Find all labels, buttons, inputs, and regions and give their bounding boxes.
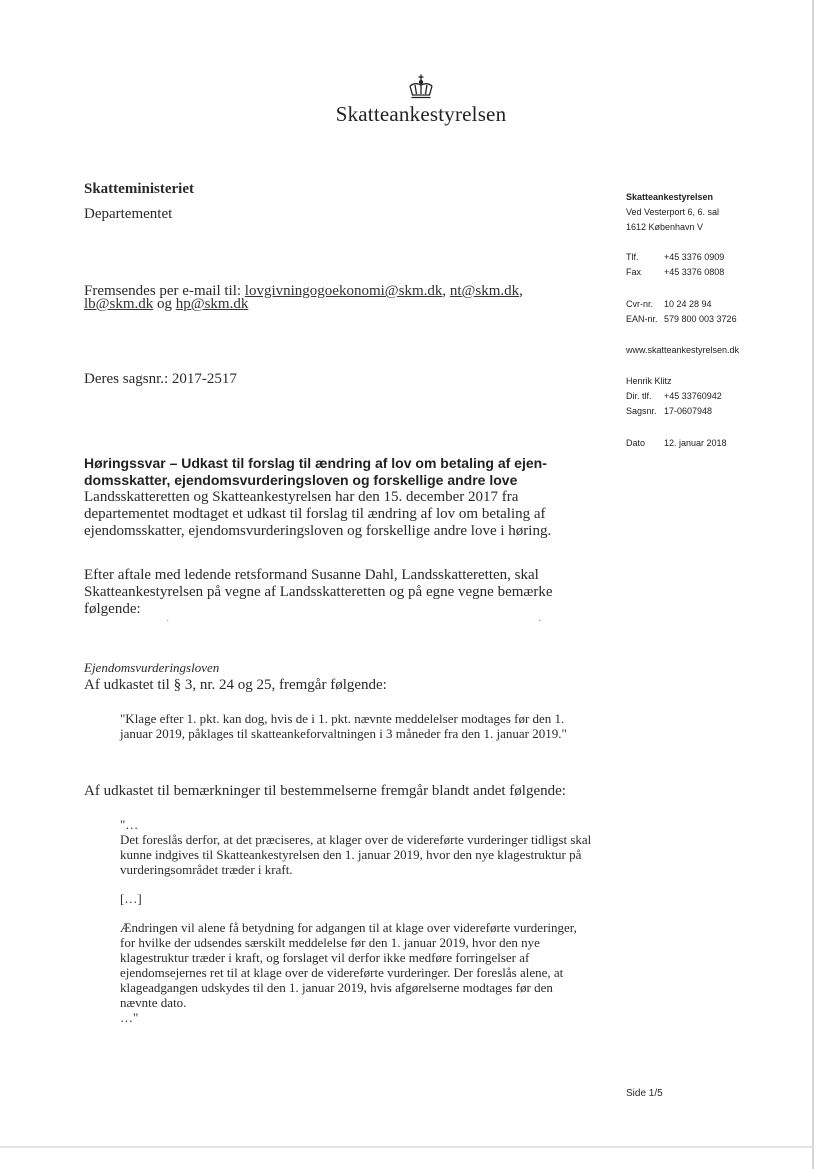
body-paragraph: Efter aftale med ledende retsformand Susanne Dahl, Landsskatteretten, skal Skatteankestyrelsen på vegne af Landsskatteretten og på egne vegne bemærke følgende: [84, 567, 553, 617]
date-value: 12. januar 2018 [664, 438, 727, 448]
date-label: Dato [626, 438, 646, 448]
cvr-value: 10 24 28 94 [664, 299, 712, 309]
fax-label: Fax [626, 267, 642, 277]
email-separator: , [442, 283, 450, 299]
email-link-3[interactable]: lb@skm.dk [84, 296, 154, 312]
crown-icon [406, 74, 436, 100]
sidebar-website: www.skatteankestyrelsen.dk [626, 345, 740, 355]
page-edge-bottom [0, 1146, 812, 1148]
quote-paragraph: Det foreslås derfor, at det præciseres, at klager over de videreførte vurderinger tidligst skal kunne indgives til Skatteankestyrelsen den 1. januar 2019, hvor den nye klagestruktur på vurderingsområdet træder i kraft. [120, 832, 592, 877]
subject-heading: Høringssvar – Udkast til forslag til ændring af lov om betaling af ejen-domsskatter, ejendomsvurderingsloven og forskellige andre love [84, 455, 547, 488]
contact-name: Henrik Klitz [626, 376, 672, 386]
scan-speck: · [166, 616, 170, 627]
body-paragraph: Landsskatteretten og Skatteankestyrelsen har den 15. december 2017 fra departementet modtaget et udkast til forslag til ændring af lov om betaling af ejendomsskatter, ejendomsvurderingsloven og forskellige andre love i høring. [84, 489, 552, 539]
ean-label: EAN-nr. [626, 314, 658, 324]
quote-omission: […] [120, 891, 142, 906]
sidebar-registration [626, 297, 786, 327]
email-conjunction: og [153, 296, 176, 312]
email-link-2[interactable]: nt@skm.dk [449, 283, 520, 299]
ean-value: 579 800 003 3726 [664, 314, 737, 324]
tlf-label: Tlf. [626, 252, 639, 262]
sidebar-contact [626, 374, 786, 419]
fax-value: +45 3376 0808 [664, 267, 725, 277]
sidebar-date [626, 436, 786, 451]
email-link-4[interactable]: hp@skm.dk [175, 296, 249, 312]
page-edge-right [812, 0, 814, 1169]
sidebar-address-line: 1612 København V [626, 222, 704, 232]
sidebar-address [626, 190, 786, 235]
recipient-department: Departementet [84, 206, 173, 222]
scan-speck: · [538, 616, 542, 627]
sidebar-address-line: Ved Vesterport 6, 6. sal [626, 207, 720, 217]
dir-label: Dir. tlf. [626, 391, 652, 401]
case-reference: Deres sagsnr.: 2017-2517 [84, 371, 237, 387]
quote-close: …" [120, 1010, 139, 1025]
block-quote [120, 817, 592, 1025]
org-name: Skatteankestyrelsen [335, 102, 507, 126]
cvr-label: Cvr-nr. [626, 299, 653, 309]
body-paragraph: Af udkastet til bemærkninger til bestemmelserne fremgår blandt andet følgende: [84, 783, 566, 799]
block-quote: "Klage efter 1. pkt. kan dog, hvis de i 1. pkt. nævnte meddelelser modtages før den 1. januar 2019, påklages til skatteankeforvaltningen i 3 måneder fra den 1. januar 2019." [120, 711, 567, 741]
sidebar-org: Skatteankestyrelsen [626, 192, 714, 202]
letterhead [334, 74, 508, 127]
email-line [84, 285, 564, 311]
email-prefix: Fremsendes per e-mail til: [84, 283, 245, 299]
body-paragraph: Af udkastet til § 3, nr. 24 og 25, fremgår følgende: [84, 677, 387, 693]
email-separator: , [519, 283, 523, 299]
page-number: Side 1/5 [626, 1088, 663, 1099]
dir-value: +45 33760942 [664, 391, 722, 401]
sag-label: Sagsnr. [626, 406, 657, 416]
quote-paragraph: Ændringen vil alene få betydning for adgangen til at klage over videreførte vurderinger, for hvilke der udsendes særskilt meddelelse før den 1. januar 2019, hvor den nye klagestruktur træder i kraft, og forslaget vil derfor ikke medføre forringelser af ejendomsejernes ret til at klage over de videreførte vurderinger. Der foreslås alene, at klageadgangen udskydes til den 1. januar 2019, hvis afgørelserne modtages før den nævnte dato. [120, 920, 577, 1010]
recipient-name: Skatteministeriet [84, 181, 194, 197]
quote-open: "… [120, 817, 139, 832]
email-link-1[interactable]: lovgivningogoekonomi@skm.dk [244, 283, 443, 299]
sag-value: 17-0607948 [664, 406, 713, 416]
sidebar-phone [626, 250, 786, 280]
section-heading: Ejendomsvurderingsloven [84, 660, 220, 675]
tlf-value: +45 3376 0909 [664, 252, 725, 262]
